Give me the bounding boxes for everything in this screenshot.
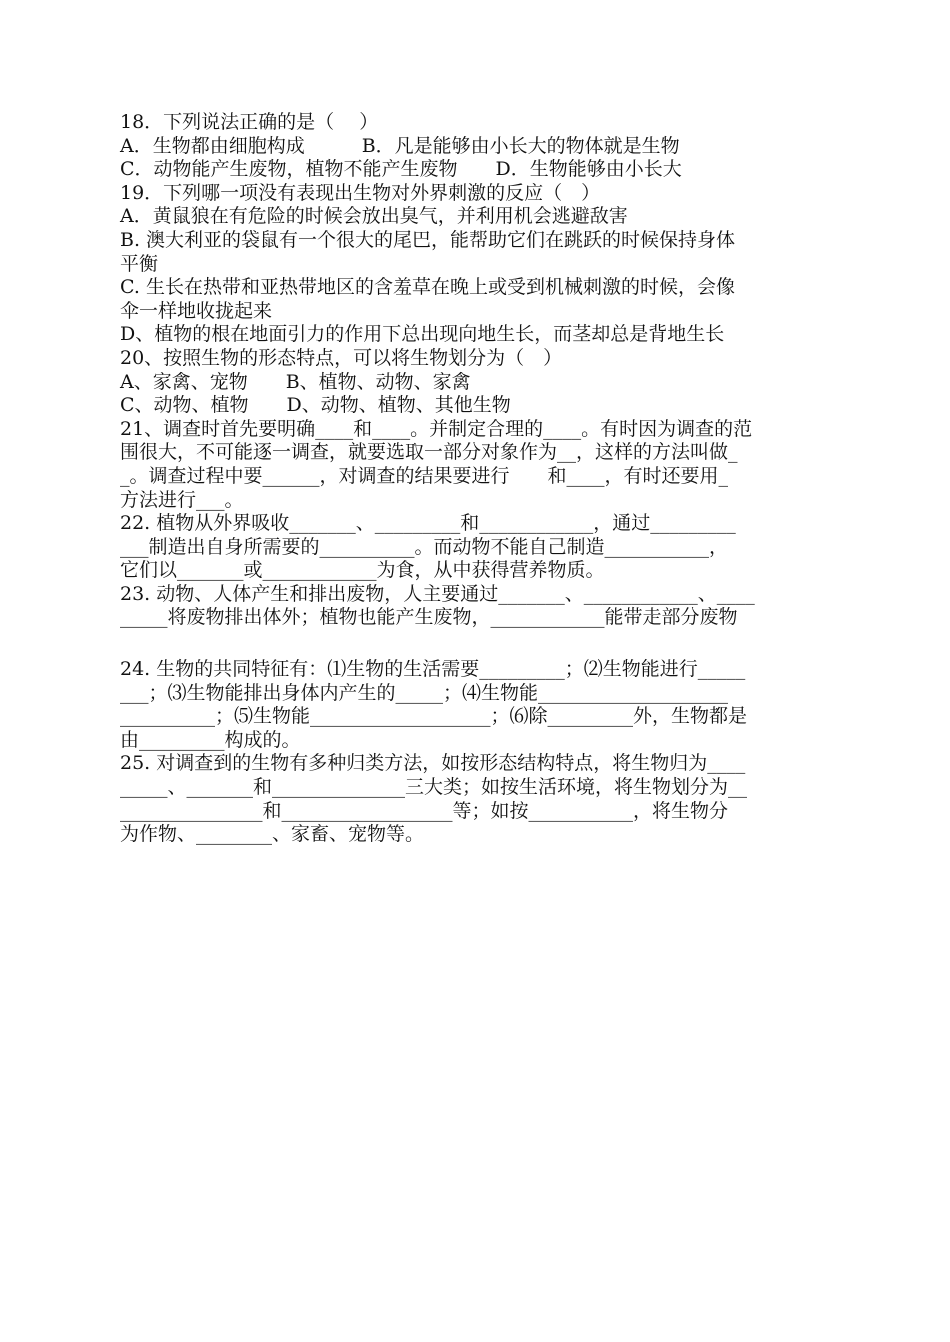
question-20-options-cd: C、动物、植物 D、动物、植物、其他生物 xyxy=(120,394,511,417)
question-22-line-1: 22. 植物从外界吸收_______、_________和____________，通过_________ xyxy=(120,512,736,535)
question-22-line-2: ___制造出自身所需要的__________。而动物不能自己制造___________， xyxy=(120,535,729,558)
question-24-line-2: ___；⑶生物能排出身体内产生的_____；⑷生物能____________________ xyxy=(120,681,729,704)
question-18-stem: 18．下列说法正确的是（ ） xyxy=(120,111,379,133)
question-19-option-a: A．黄鼠狼在有危险的时候会放出臭气，并利用机会逃避敌害 xyxy=(120,205,628,228)
question-24-line-1: 24. 生物的共同特征有：⑴生物的生活需要_________；⑵生物能进行_____ xyxy=(120,658,746,681)
question-22-line-3: 它们以_______或____________为食，从中获得营养物质。 xyxy=(120,559,605,582)
question-18-options-ab: A．生物都由细胞构成 B．凡是能够由小长大的物体就是生物 xyxy=(120,134,680,157)
worksheet-page xyxy=(120,111,832,847)
question-21-line-2: 围很大，不可能逐一调查，就要选取一部分对象作为__，这样的方法叫做_ xyxy=(120,441,738,464)
question-21-line-3: _。调查过程中要______，对调查的结果要进行 和____，有时还要用_ xyxy=(120,464,729,487)
question-21-line-1: 21、调查时首先要明确____和____。并制定合理的____。有时因为调查的范 xyxy=(120,417,753,440)
question-24-line-3: __________；⑸生物能___________________；⑹除_________外，生物都是 xyxy=(120,705,748,728)
question-25-line-4: 为作物、________、家畜、宠物等。 xyxy=(120,823,425,846)
question-23-line-2: _____将废物排出体外；植物也能产生废物，____________能带走部分废物 xyxy=(120,606,738,629)
question-20-options-ab: A、家禽、宠物 B、植物、动物、家禽 xyxy=(120,370,471,393)
question-19-option-b-cont: 平衡 xyxy=(120,252,159,275)
question-19-option-c: C. 生长在热带和亚热带地区的含羞草在晚上或受到机械刺激的时候，会像 xyxy=(120,276,735,299)
question-24-line-4: 由_________构成的。 xyxy=(120,728,301,751)
blank-line xyxy=(120,630,832,658)
question-25-line-1: 25. 对调查到的生物有多种归类方法，如按形态结构特点，将生物归为____ xyxy=(120,752,746,775)
question-21-line-4: 方法进行___。 xyxy=(120,488,244,511)
question-18-options-cd: C．动物能产生废物，植物不能产生废物 D．生物能够由小长大 xyxy=(120,158,682,181)
question-25-line-2: _____、_______和______________三大类；如按生活环境，将生物划分为__ xyxy=(120,776,748,799)
question-19-stem: 19．下列哪一项没有表现出生物对外界刺激的反应（ ） xyxy=(120,181,601,204)
question-19-option-c-cont: 伞一样地收拢起来 xyxy=(120,299,273,322)
question-19-option-b: B. 澳大利亚的袋鼠有一个很大的尾巴，能帮助它们在跳跃的时候保持身体 xyxy=(120,228,736,251)
question-25-line-3: _______________和__________________等；如按___________，将生物分 xyxy=(120,799,729,822)
question-23-line-1: 23. 动物、人体产生和排出废物，人主要通过_______、____________、____ xyxy=(120,582,755,605)
question-19-option-d: D、植物的根在地面引力的作用下总出现向地生长，而茎却总是背地生长 xyxy=(120,323,725,346)
question-20-stem: 20、按照生物的形态特点，可以将生物划分为（ ） xyxy=(120,346,563,369)
